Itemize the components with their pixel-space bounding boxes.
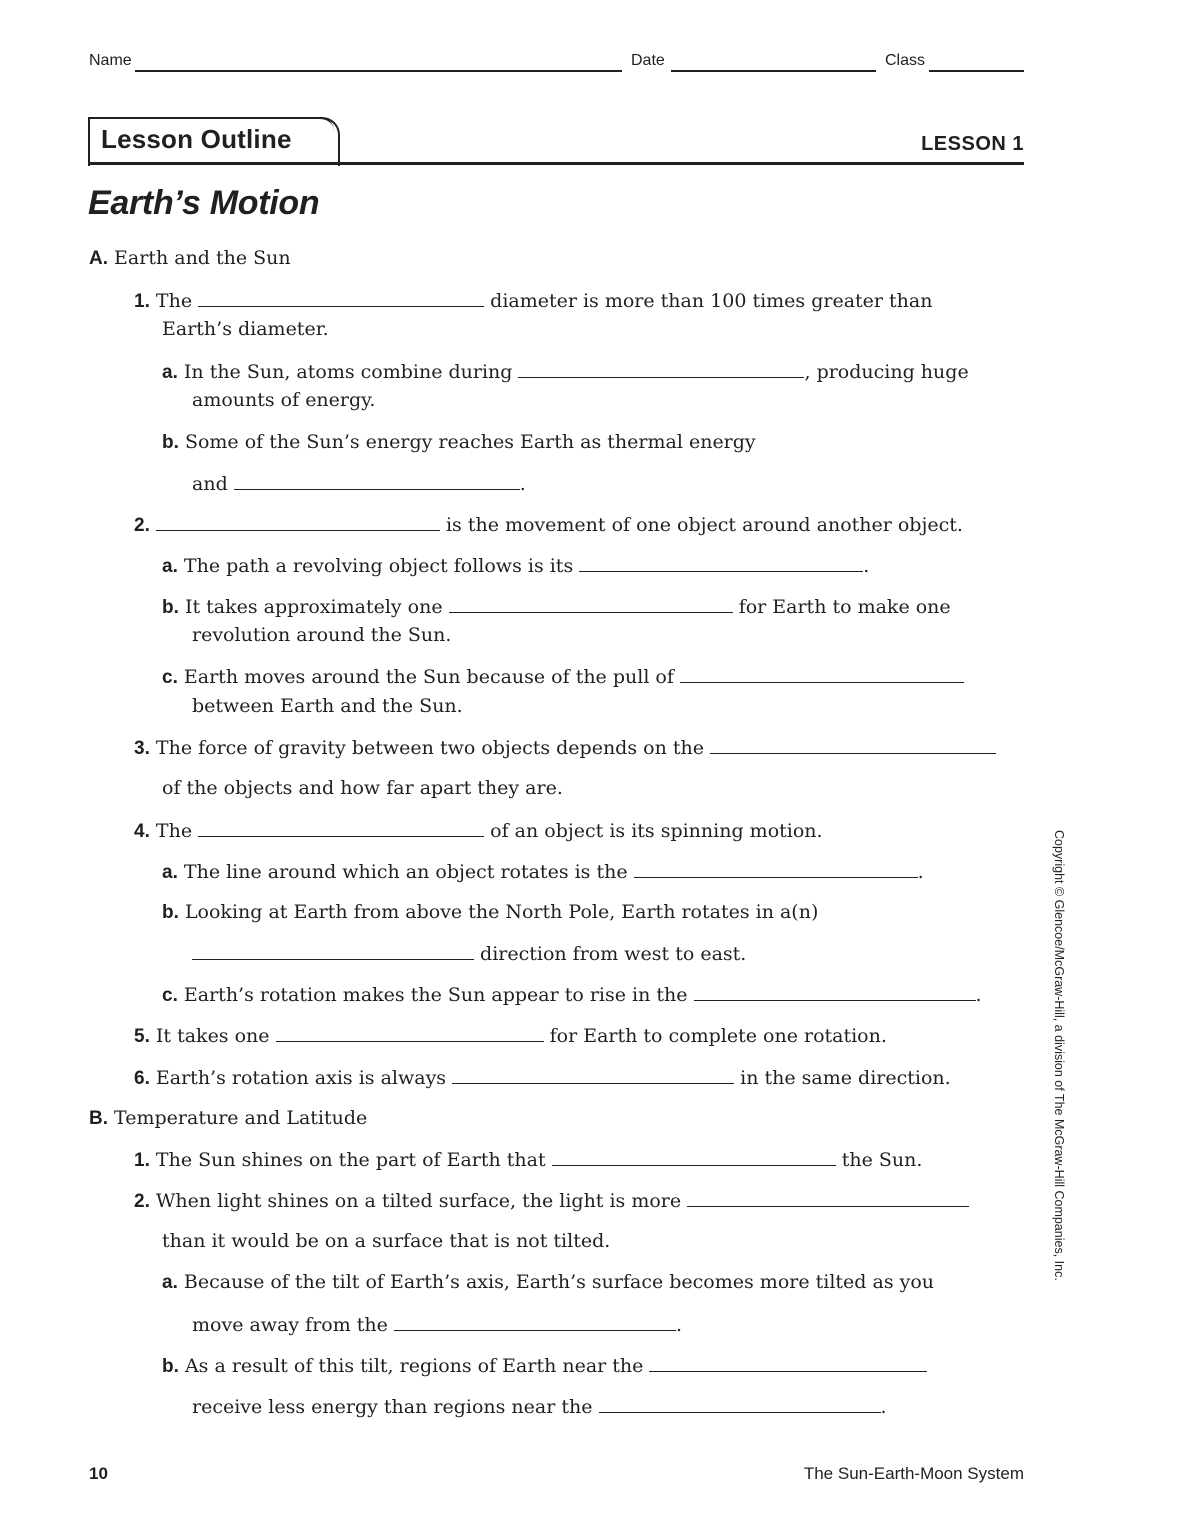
blank-a2c[interactable] — [680, 664, 964, 683]
blank-a6[interactable] — [452, 1065, 734, 1084]
name-label: Name — [89, 52, 132, 69]
item-a2a — [162, 553, 869, 579]
item-marker: a. — [162, 1272, 178, 1293]
item-text: in the same direction. — [740, 1067, 951, 1089]
item-marker: a. — [162, 362, 178, 383]
item-text: The path a revolving object follows is its — [183, 555, 574, 577]
item-a1b-cont — [192, 471, 526, 496]
item-a4a — [162, 859, 924, 885]
item-text: Earth’s rotation makes the Sun appear to rise in the — [183, 984, 688, 1006]
item-a6 — [134, 1065, 951, 1091]
lesson-number: LESSON 1 — [921, 133, 1024, 155]
item-marker: b. — [162, 1356, 179, 1377]
item-marker: 1. — [134, 1150, 150, 1171]
item-b2-cont: than it would be on a surface that is not tilted. — [162, 1230, 611, 1252]
section-b — [89, 1106, 367, 1131]
item-marker: 3. — [134, 738, 150, 759]
blank-a1a[interactable] — [518, 359, 804, 378]
blank-a1[interactable] — [198, 288, 484, 307]
item-a2 — [134, 512, 963, 538]
item-a3 — [134, 735, 996, 761]
item-b1 — [134, 1147, 922, 1173]
item-text: The line around which an object rotates is the — [183, 861, 628, 883]
item-text: It takes one — [155, 1025, 270, 1047]
item-a2b-cont: revolution around the Sun. — [192, 624, 452, 646]
item-b2a-cont — [192, 1312, 682, 1337]
item-text: for Earth to complete one rotation. — [549, 1025, 887, 1047]
blank-b2[interactable] — [687, 1188, 969, 1207]
item-marker: 2. — [134, 515, 150, 536]
item-marker: b. — [162, 432, 179, 453]
copyright-notice: Copyright © Glencoe/McGraw-Hill, a division of The McGraw-Hill Companies, Inc. — [1052, 830, 1066, 1281]
item-text: The Sun shines on the part of Earth that — [155, 1149, 546, 1171]
item-b2 — [134, 1188, 969, 1214]
item-text: It takes approximately one — [184, 596, 443, 618]
blank-a1b[interactable] — [234, 471, 520, 490]
item-a1a-cont: amounts of energy. — [192, 389, 376, 411]
blank-a2[interactable] — [156, 512, 440, 531]
lesson-outline-title: Lesson Outline — [101, 124, 292, 154]
section-a-heading: Earth and the Sun — [114, 247, 291, 269]
item-text: direction from west to east. — [480, 943, 747, 965]
item-text: . — [975, 984, 982, 1006]
item-text: Some of the Sun’s energy reaches Earth as thermal energy — [184, 431, 756, 453]
item-text: the Sun. — [841, 1149, 923, 1171]
item-a1a — [162, 359, 969, 385]
item-text: receive less energy than regions near the — [192, 1396, 593, 1418]
item-text: When light shines on a tilted surface, the light is more — [155, 1190, 682, 1212]
name-field[interactable] — [135, 70, 622, 72]
item-marker: 1. — [134, 291, 150, 312]
date-label: Date — [631, 52, 665, 69]
lesson-outline-tab-curve — [320, 117, 340, 166]
unit-title: The Sun-Earth-Moon System — [803, 1464, 1024, 1483]
item-text: The force of gravity between two objects depends on the — [155, 737, 704, 759]
item-text: The — [155, 290, 193, 312]
item-a4b-cont — [192, 941, 746, 966]
item-text: Because of the tilt of Earth’s axis, Earth’s surface becomes more tilted as you — [183, 1271, 935, 1293]
item-marker: 4. — [134, 821, 150, 842]
page-number: 10 — [89, 1464, 108, 1483]
item-text: Earth’s rotation axis is always — [155, 1067, 447, 1089]
blank-a4c[interactable] — [694, 982, 976, 1001]
item-b2b-cont — [192, 1394, 887, 1419]
item-text: . — [675, 1314, 682, 1336]
item-text: As a result of this tilt, regions of Earth near the — [184, 1355, 644, 1377]
blank-b1[interactable] — [552, 1147, 836, 1166]
item-text: diameter is more than 100 times greater than — [490, 290, 933, 312]
item-marker: a. — [162, 862, 178, 883]
blank-b2b-1[interactable] — [649, 1353, 927, 1372]
item-marker: c. — [162, 985, 178, 1006]
section-b-heading: Temperature and Latitude — [114, 1107, 368, 1129]
page-title: Earth’s Motion — [88, 184, 320, 222]
item-marker: 5. — [134, 1026, 150, 1047]
class-label: Class — [885, 52, 926, 69]
item-marker: b. — [162, 597, 179, 618]
item-a5 — [134, 1023, 887, 1049]
item-text: In the Sun, atoms combine during — [183, 361, 513, 383]
item-text: Earth moves around the Sun because of the pull of — [183, 666, 674, 688]
section-b-marker: B. — [89, 1108, 108, 1129]
item-marker: b. — [162, 902, 179, 923]
blank-b2b-2[interactable] — [599, 1394, 881, 1413]
section-a — [89, 246, 291, 271]
blank-a3[interactable] — [710, 735, 996, 754]
date-field[interactable] — [671, 70, 876, 72]
item-text: . — [917, 861, 924, 883]
item-a3-cont: of the objects and how far apart they are. — [162, 777, 563, 799]
item-a1b — [162, 430, 756, 455]
item-text: . — [863, 555, 870, 577]
item-text: is the movement of one object around another object. — [445, 514, 963, 536]
banner-rule — [88, 162, 1024, 165]
item-text: of an object is its spinning motion. — [490, 820, 823, 842]
item-text: . — [519, 473, 526, 495]
blank-a4b[interactable] — [192, 941, 474, 960]
blank-a4[interactable] — [198, 818, 484, 837]
blank-a2a[interactable] — [579, 553, 863, 572]
item-text: Looking at Earth from above the North Pole, Earth rotates in a(n) — [184, 901, 819, 923]
item-a1 — [134, 288, 932, 314]
item-text: for Earth to make one — [738, 596, 951, 618]
item-marker: a. — [162, 556, 178, 577]
item-text: move away from the — [192, 1314, 388, 1336]
blank-a5[interactable] — [276, 1023, 544, 1042]
class-field[interactable] — [929, 70, 1024, 72]
item-a4c — [162, 982, 982, 1008]
item-b2a — [162, 1270, 934, 1295]
item-a1-cont: Earth’s diameter. — [162, 318, 329, 340]
item-text: . — [880, 1396, 887, 1418]
item-a2c — [162, 664, 964, 690]
section-a-marker: A. — [89, 248, 108, 269]
blank-b2a[interactable] — [394, 1312, 676, 1331]
item-text: and — [192, 473, 228, 495]
item-text: , producing huge — [804, 361, 969, 383]
item-marker: c. — [162, 667, 178, 688]
item-b2b — [162, 1353, 927, 1379]
item-a2b — [162, 594, 951, 620]
blank-a2b[interactable] — [449, 594, 733, 613]
item-marker: 6. — [134, 1068, 150, 1089]
item-marker: 2. — [134, 1191, 150, 1212]
item-text: The — [155, 820, 193, 842]
blank-a4a[interactable] — [634, 859, 918, 878]
item-a4b — [162, 900, 818, 925]
item-a2c-cont: between Earth and the Sun. — [192, 695, 463, 717]
item-a4 — [134, 818, 823, 844]
